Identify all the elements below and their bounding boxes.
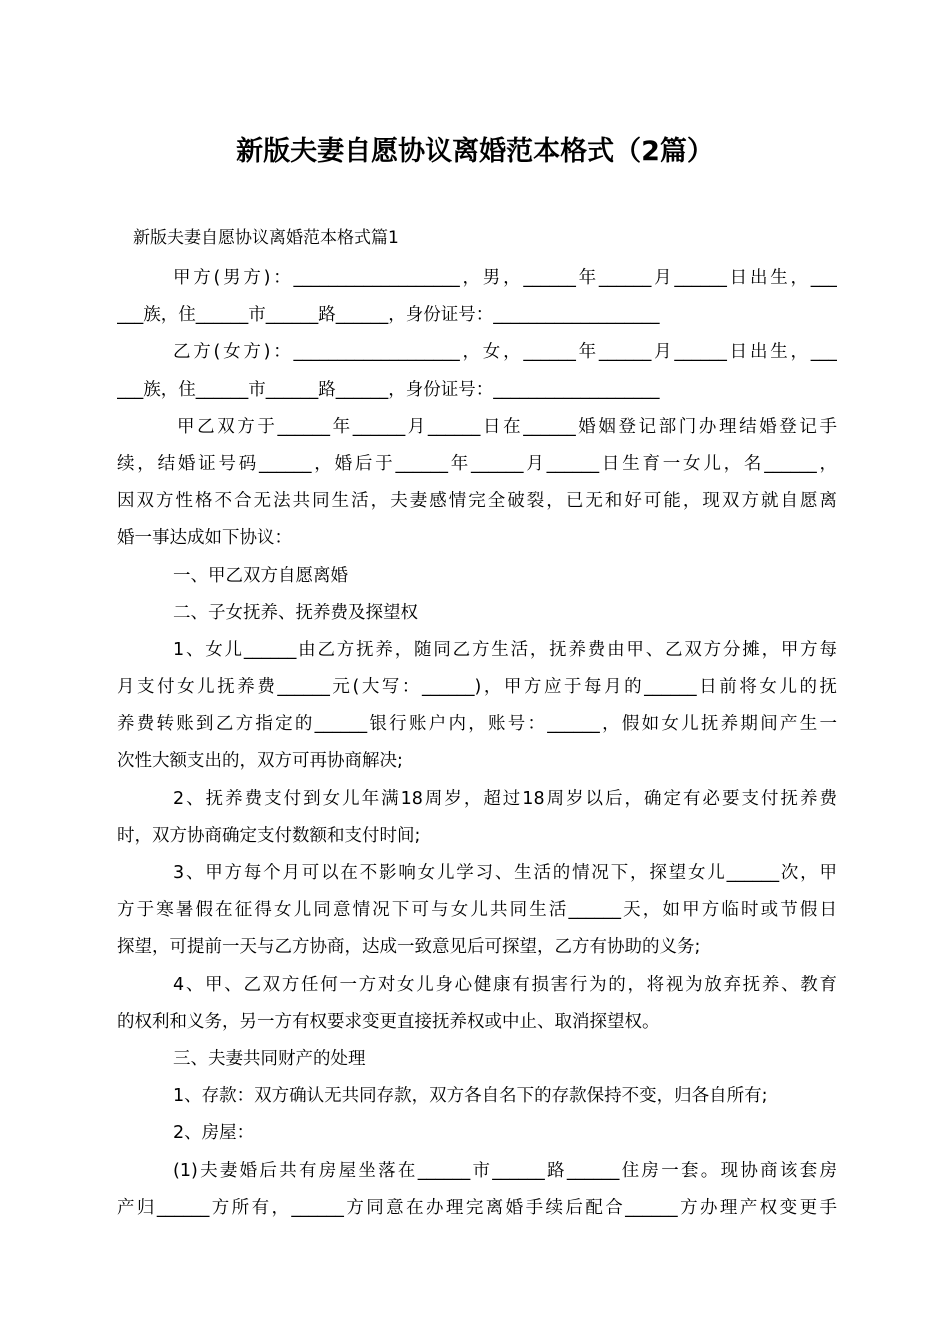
paragraph-line: 2、抚养费支付到女儿年满18周岁，超过18周岁以后，确定有必要支付抚养费 [173,788,837,809]
paragraph-line: (1)夫妻婚后共有房屋坐落在______市______路______住房一套。现协商该套房 [173,1160,837,1181]
paragraph-line: 产归______方所有，______方同意在办理完离婚手续后配合______方办理产权变更手 [117,1197,837,1218]
paragraph-line: 甲方(男方)：___________________，男，______年______月______日出生，___ [173,268,837,288]
paragraph-line: 1、存款：双方确认无共同存款，双方各自名下的存款保持不变，归各自所有; [173,1086,768,1107]
paragraph-line: 3、甲方每个月可以在不影响女儿学习、生活的情况下，探望女儿______次，甲 [173,863,837,883]
section-heading: 三、夫妻共同财产的处理 [173,1048,366,1069]
paragraph-line: 时，双方协商确定支付数额和支付时间; [117,825,421,846]
paragraph-line: 甲乙双方于______年______月______日在______婚姻登记部门办理结婚登记手 [177,416,837,437]
paragraph-line: 养费转账到乙方指定的______银行账户内，账号：______，假如女儿抚养期间产生一 [117,714,837,735]
paragraph-line: 婚一事达成如下协议： [117,528,292,549]
paragraph-line: 乙方(女方)：___________________，女，______年______月______日出生，___ [173,342,837,363]
section-heading: 一、甲乙双方自愿离婚 [173,565,348,586]
paragraph-line: 次性大额支出的，双方可再协商解决; [117,751,403,772]
paragraph-line: 因双方性格不合无法共同生活，夫妻感情完全破裂，已无和好可能，现双方就自愿离 [117,491,837,512]
paragraph-line: 2、房屋： [173,1123,255,1144]
paragraph-line: 探望，可提前一天与乙方协商，达成一致意见后可探望，乙方有协助的义务; [117,937,701,958]
paragraph-line: ___族，住______市______路______，身份证号：___________________ [117,379,660,400]
paragraph-line: 4、甲、乙双方任何一方对女儿身心健康有损害行为的，将视为放弃抚养、教育 [173,974,837,995]
paragraph-line: 月支付女儿抚养费______元(大写：______)，甲方应于每月的______日前将女儿的抚 [117,677,837,698]
paragraph-line: 续，结婚证号码______，婚后于______年______月______日生育一女儿，名______， [117,453,837,474]
document-subtitle: 新版夫妻自愿协议离婚范本格式篇1 [133,228,399,248]
paragraph-line: ___族，住______市______路______，身份证号：___________________ [117,305,660,326]
paragraph-line: 1、女儿______由乙方抚养，随同乙方生活，抚养费由甲、乙双方分摊，甲方每 [173,639,837,660]
paragraph-line: 方于寒暑假在征得女儿同意情况下可与女儿共同生活______天，如甲方临时或节假日 [117,900,837,921]
document-body [117,260,837,1227]
section-heading: 二、子女抚养、抚养费及探望权 [173,602,418,623]
document-title: 新版夫妻自愿协议离婚范本格式（2篇） [236,136,714,167]
paragraph-line: 的权利和义务，另一方有权要求变更直接抚养权或中止、取消探望权。 [117,1011,660,1032]
